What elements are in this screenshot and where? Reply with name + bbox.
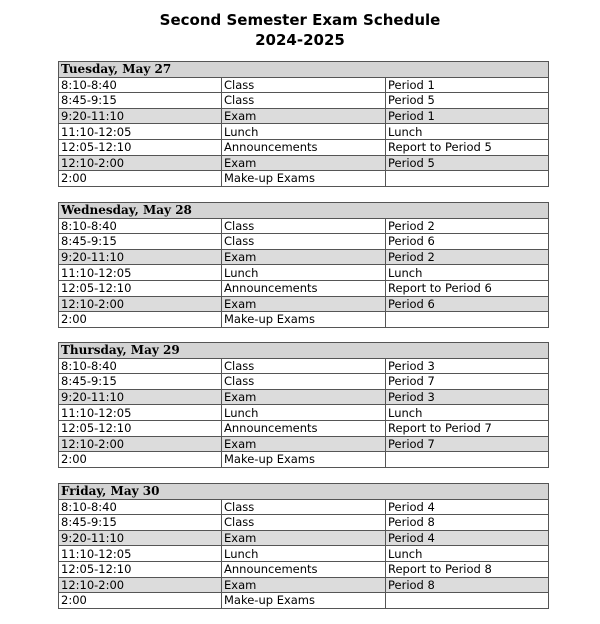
period-cell: Report to Period 6 bbox=[386, 280, 549, 296]
period-cell: Period 1 bbox=[386, 108, 549, 124]
table-row bbox=[59, 358, 549, 374]
period-cell: Report to Period 8 bbox=[386, 561, 549, 577]
time-cell: 9:20-11:10 bbox=[59, 389, 222, 405]
period-cell: Lunch bbox=[386, 124, 549, 140]
time-cell: 9:20-11:10 bbox=[59, 530, 222, 546]
activity-cell: Lunch bbox=[222, 546, 386, 562]
time-cell: 12:10-2:00 bbox=[59, 577, 222, 593]
day-heading: Thursday, May 29 bbox=[59, 343, 549, 359]
period-cell: Period 1 bbox=[386, 77, 549, 93]
period-cell bbox=[386, 452, 549, 468]
table-row bbox=[59, 561, 549, 577]
day-heading: Wednesday, May 28 bbox=[59, 203, 549, 219]
period-cell: Period 3 bbox=[386, 358, 549, 374]
table-row bbox=[59, 452, 549, 468]
table-row bbox=[59, 405, 549, 421]
table-row bbox=[59, 77, 549, 93]
table-row bbox=[59, 530, 549, 546]
time-cell: 2:00 bbox=[59, 171, 222, 187]
table-row bbox=[59, 389, 549, 405]
time-cell: 12:10-2:00 bbox=[59, 296, 222, 312]
period-cell: Period 7 bbox=[386, 436, 549, 452]
table-row bbox=[59, 374, 549, 390]
activity-cell: Make-up Exams bbox=[222, 593, 386, 609]
activity-cell: Lunch bbox=[222, 265, 386, 281]
activity-cell: Class bbox=[222, 93, 386, 109]
activity-cell: Exam bbox=[222, 108, 386, 124]
activity-cell: Make-up Exams bbox=[222, 312, 386, 328]
time-cell: 8:45-9:15 bbox=[59, 374, 222, 390]
school-year: 2024-2025 bbox=[255, 31, 345, 49]
period-cell: Period 3 bbox=[386, 389, 549, 405]
time-cell: 12:10-2:00 bbox=[59, 155, 222, 171]
table-row bbox=[59, 436, 549, 452]
activity-cell: Exam bbox=[222, 530, 386, 546]
activity-cell: Announcements bbox=[222, 561, 386, 577]
period-cell: Period 5 bbox=[386, 155, 549, 171]
time-cell: 12:10-2:00 bbox=[59, 436, 222, 452]
activity-cell: Class bbox=[222, 358, 386, 374]
time-cell: 8:45-9:15 bbox=[59, 234, 222, 250]
period-cell: Period 4 bbox=[386, 499, 549, 515]
table-row bbox=[59, 155, 549, 171]
table-row bbox=[59, 420, 549, 436]
time-cell: 12:05-12:10 bbox=[59, 139, 222, 155]
period-cell: Period 8 bbox=[386, 515, 549, 531]
table-row bbox=[59, 93, 549, 109]
period-cell: Period 7 bbox=[386, 374, 549, 390]
table-row bbox=[59, 265, 549, 281]
table-row bbox=[59, 139, 549, 155]
time-cell: 11:10-12:05 bbox=[59, 265, 222, 281]
day-heading: Friday, May 30 bbox=[59, 484, 549, 500]
activity-cell: Make-up Exams bbox=[222, 452, 386, 468]
time-cell: 2:00 bbox=[59, 593, 222, 609]
activity-cell: Class bbox=[222, 234, 386, 250]
activity-cell: Exam bbox=[222, 436, 386, 452]
day-heading: Tuesday, May 27 bbox=[59, 62, 549, 78]
activity-cell: Class bbox=[222, 77, 386, 93]
activity-cell: Exam bbox=[222, 249, 386, 265]
period-cell bbox=[386, 593, 549, 609]
time-cell: 11:10-12:05 bbox=[59, 124, 222, 140]
activity-cell: Class bbox=[222, 515, 386, 531]
period-cell: Period 4 bbox=[386, 530, 549, 546]
time-cell: 8:10-8:40 bbox=[59, 499, 222, 515]
time-cell: 12:05-12:10 bbox=[59, 420, 222, 436]
activity-cell: Make-up Exams bbox=[222, 171, 386, 187]
period-cell: Lunch bbox=[386, 405, 549, 421]
period-cell: Report to Period 7 bbox=[386, 420, 549, 436]
table-row bbox=[59, 218, 549, 234]
period-cell: Period 2 bbox=[386, 249, 549, 265]
table-row bbox=[59, 171, 549, 187]
table-row bbox=[59, 280, 549, 296]
period-cell: Period 5 bbox=[386, 93, 549, 109]
time-cell: 8:10-8:40 bbox=[59, 358, 222, 374]
time-cell: 12:05-12:10 bbox=[59, 561, 222, 577]
activity-cell: Announcements bbox=[222, 139, 386, 155]
period-cell: Lunch bbox=[386, 546, 549, 562]
table-row bbox=[59, 249, 549, 265]
time-cell: 9:20-11:10 bbox=[59, 108, 222, 124]
table-row bbox=[59, 312, 549, 328]
schedule-table-friday bbox=[58, 483, 549, 609]
period-cell: Period 6 bbox=[386, 234, 549, 250]
table-row bbox=[59, 108, 549, 124]
table-row bbox=[59, 124, 549, 140]
table-row bbox=[59, 499, 549, 515]
time-cell: 8:10-8:40 bbox=[59, 77, 222, 93]
activity-cell: Lunch bbox=[222, 405, 386, 421]
time-cell: 2:00 bbox=[59, 452, 222, 468]
schedule-table-wednesday bbox=[58, 202, 549, 328]
activity-cell: Lunch bbox=[222, 124, 386, 140]
time-cell: 8:45-9:15 bbox=[59, 93, 222, 109]
time-cell: 2:00 bbox=[59, 312, 222, 328]
period-cell: Period 2 bbox=[386, 218, 549, 234]
time-cell: 8:10-8:40 bbox=[59, 218, 222, 234]
schedule-table-thursday bbox=[58, 342, 549, 468]
time-cell: 12:05-12:10 bbox=[59, 280, 222, 296]
time-cell: 9:20-11:10 bbox=[59, 249, 222, 265]
time-cell: 11:10-12:05 bbox=[59, 546, 222, 562]
table-row bbox=[59, 593, 549, 609]
table-row bbox=[59, 546, 549, 562]
table-row bbox=[59, 515, 549, 531]
activity-cell: Exam bbox=[222, 155, 386, 171]
table-row bbox=[59, 296, 549, 312]
period-cell: Report to Period 5 bbox=[386, 139, 549, 155]
activity-cell: Exam bbox=[222, 577, 386, 593]
period-cell bbox=[386, 171, 549, 187]
activity-cell: Announcements bbox=[222, 420, 386, 436]
period-cell: Period 8 bbox=[386, 577, 549, 593]
period-cell: Period 6 bbox=[386, 296, 549, 312]
time-cell: 11:10-12:05 bbox=[59, 405, 222, 421]
page-title: Second Semester Exam Schedule bbox=[159, 11, 441, 29]
table-row bbox=[59, 577, 549, 593]
time-cell: 8:45-9:15 bbox=[59, 515, 222, 531]
activity-cell: Class bbox=[222, 499, 386, 515]
period-cell: Lunch bbox=[386, 265, 549, 281]
period-cell bbox=[386, 312, 549, 328]
activity-cell: Announcements bbox=[222, 280, 386, 296]
activity-cell: Class bbox=[222, 218, 386, 234]
activity-cell: Class bbox=[222, 374, 386, 390]
activity-cell: Exam bbox=[222, 296, 386, 312]
schedule-table-tuesday bbox=[58, 61, 549, 187]
table-row bbox=[59, 234, 549, 250]
activity-cell: Exam bbox=[222, 389, 386, 405]
